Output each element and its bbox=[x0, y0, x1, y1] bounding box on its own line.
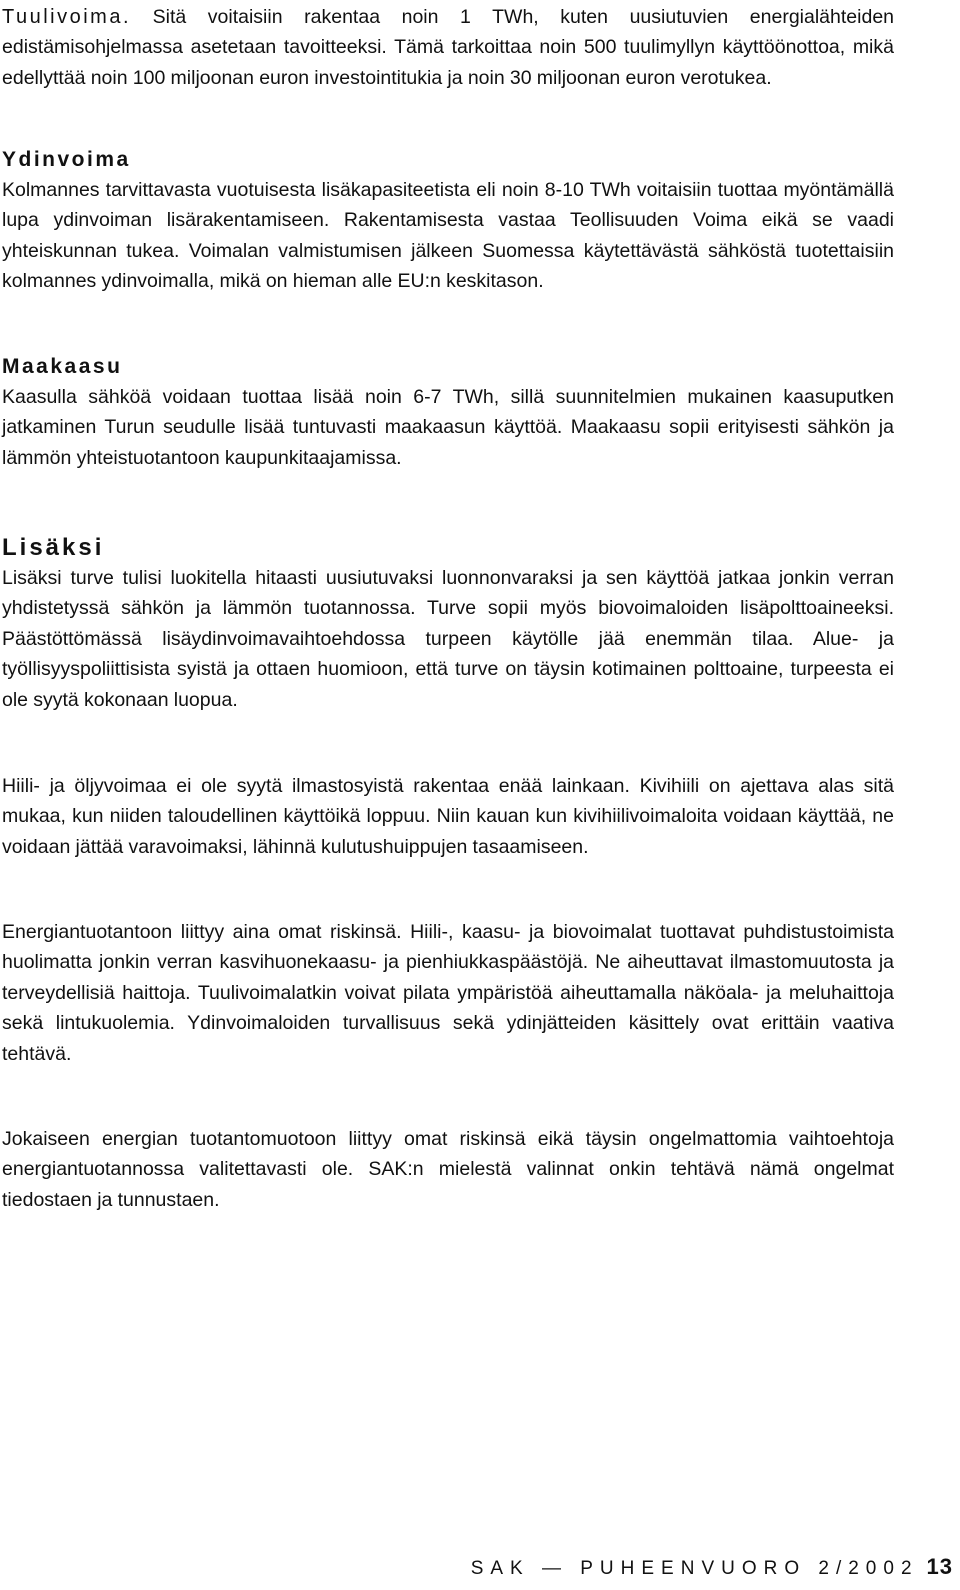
page-footer bbox=[471, 1552, 953, 1584]
footer-publication: SAK — PUHEENVUORO 2/2002 bbox=[470, 1558, 919, 1579]
paragraph-hiili: Hiili- ja öljyvoimaa ei ole syytä ilmastosyistä rakentaa enää lainkaan. Kivihiili on ajettava alas sitä mukaa, kun niiden taloudellinen käyttöikä loppuu. Niin kauan kun kivihiilivoimaloita voidaan käyttää, ne voidaan jättää varavoimaksi, lähinnä kulutushuippujen tasaamiseen. bbox=[2, 775, 894, 858]
page-number: 13 bbox=[926, 1554, 953, 1579]
section-maakaasu bbox=[2, 352, 894, 473]
section-ydinvoima bbox=[2, 145, 894, 297]
intro-heading: Tuulivoima. bbox=[2, 6, 132, 28]
section-heading-ydinvoima: Ydinvoima bbox=[2, 148, 131, 171]
paragraph-jokaiseen: Jokaiseen energian tuotantomuotoon liittyy omat riskinsä eikä täysin ongelmattomia vaihtoehtoja energiantuotannossa valitettavasti ole. SAK:n mielestä valinnat onkin tehtävä nämä ongelmat tiedostaen ja tunnustaen. bbox=[2, 1128, 894, 1211]
paragraph-turve: Lisäksi turve tulisi luokitella hitaasti uusiutuvaksi luonnonvaraksi ja sen käyttöä jatkaa jonkin verran yhdistetyssä sähkön ja lämmön tuotannossa. Turve sopii myös biovoimaloiden lisäpolttoaineeksi. Päästöttömässä lisäydinvoimavaihtoehdossa turpeen käytölle jää enemmän tilaa. Alue- ja työllisyyspoliittisista syistä ja ottaen huomioon, että turve on täysin kotimainen polttoaine, turpeesta ei ole syytä kokonaan luopua. bbox=[2, 567, 894, 711]
paragraph-maakaasu: Kaasulla sähköä voidaan tuottaa lisää noin 6-7 TWh, sillä suunnitelmien mukainen kaasuputken jatkaminen Turun seudulle lisää tuntuvasti maakaasun käyttöä. Maakaasu sopii erityisesti sähkön ja lämmön yhteistuotantoon kaupunkitaajamissa. bbox=[2, 386, 894, 469]
paragraph-block-jokaiseen bbox=[2, 1124, 894, 1215]
section-lisaksi bbox=[2, 533, 894, 715]
section-heading-lisaksi: Lisäksi bbox=[2, 534, 105, 561]
paragraph-ydinvoima: Kolmannes tarvittavasta vuotuisesta lisäkapasiteetista eli noin 8-10 TWh voitaisiin tuottaa myöntämällä lupa ydinvoiman lisärakentamiseen. Rakentamisesta vastaa Teollisuuden Voima eikä se vaadi yhteiskunnan tukea. Voimalan valmistumisen jälkeen Suomessa käytettävästä sähköstä tuotettaisiin kolmannes ydinvoimalla, mikä on hieman alle EU:n keskitason. bbox=[2, 179, 894, 293]
intro-text: Sitä voitaisiin rakentaa noin 1 TWh, kuten uusiutuvien energialähteiden edistämisohjelmassa asetetaan tavoitteeksi. Tämä tarkoittaa noin 500 tuulimyllyn käyttöönottoa, mikä edellyttää noin 100 miljoonan euron investointitukia ja noin 30 miljoonan euron verotukea. bbox=[2, 6, 895, 89]
paragraph-block-hiili bbox=[2, 771, 894, 862]
intro-paragraph bbox=[2, 2, 894, 93]
intro-block bbox=[2, 2, 894, 93]
paragraph-riskit: Energiantuotantoon liittyy aina omat riskinsä. Hiili-, kaasu- ja biovoimalat tuottavat puhdistustoimista huolimatta jonkin verran kasvihuonekaasu- ja pienhiukkaspäästöjä. Ne aiheuttavat ilmastomuutosta ja terveydellisiä haittoja. Tuulivoimalatkin voivat pilata ympäristöä aiheuttamalla näköala- ja meluhaittoja sekä lintukuolemia. Ydinvoimaloiden turvallisuus sekä ydinjätteiden käsittely ovat erittäin vaativa tehtävä. bbox=[2, 921, 894, 1065]
paragraph-block-riskit bbox=[2, 917, 894, 1069]
section-heading-maakaasu: Maakaasu bbox=[2, 355, 123, 378]
